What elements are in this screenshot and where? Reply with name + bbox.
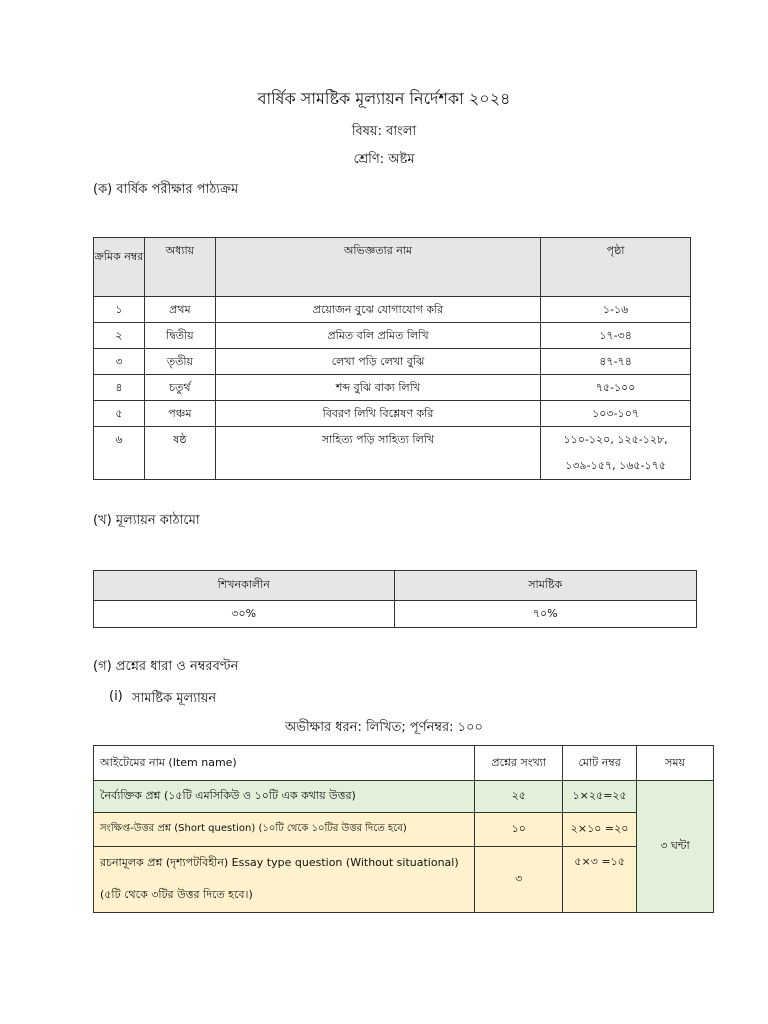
cell-page: ৭৫-১০০ xyxy=(541,375,691,401)
cell-experience: প্রয়োজন বুঝে যোগাযোগ করি xyxy=(215,297,540,323)
cell-count: ২৫ xyxy=(475,781,563,813)
cell-serial: ২ xyxy=(94,323,145,349)
sub-heading: সামষ্টিক মূল্যায়ন xyxy=(132,691,217,706)
table-row xyxy=(94,781,714,813)
col-item-name: আইটেমের নাম (Item name) xyxy=(94,746,475,781)
cell-experience: প্রমিত বলি প্রমিত লিখি xyxy=(215,323,540,349)
section-b-heading: (খ) মূল্যায়ন কাঠামো xyxy=(93,513,200,528)
col-page: পৃষ্ঠা xyxy=(541,238,691,297)
cell-experience: শব্দ বুঝি বাক্য লিখি xyxy=(215,375,540,401)
section-c-heading: (গ) প্রশ্নের ধারা ও নম্বরবণ্টন xyxy=(93,659,239,674)
cell-experience: লেখা পড়ি লেখা বুঝি xyxy=(215,349,540,375)
cell-page: ১০৩-১০৭ xyxy=(541,401,691,427)
table-row xyxy=(94,349,691,375)
cell-count: ৩ xyxy=(475,847,563,913)
sub-heading-marker: (i) xyxy=(109,689,123,704)
table-row xyxy=(94,847,714,913)
table-row xyxy=(94,813,714,847)
section-a-heading: (ক) বার্ষিক পরীক্ষার পাঠ্যক্রম xyxy=(93,182,239,197)
table-row xyxy=(94,601,697,628)
cell-page: ১১০-১২০, ১২৫-১২৮, ১৩৯-১৫৭, ১৬৫-১৭৫ xyxy=(541,427,691,480)
cell-time: ৩ ঘন্টা xyxy=(637,781,714,913)
cell-marks: ৫×৩ =১৫ xyxy=(563,847,637,913)
cell-serial: ৬ xyxy=(94,427,145,480)
col-question-count: প্রশ্নের সংখ্যা xyxy=(475,746,563,781)
page-title: বার্ষিক সামষ্টিক মূল্যায়ন নির্দেশকা ২০২৪ xyxy=(257,89,511,108)
table-row xyxy=(94,297,691,323)
cell-chapter: চতুর্থ xyxy=(144,375,215,401)
syllabus-table xyxy=(93,237,691,480)
table-row xyxy=(94,427,691,480)
table-row xyxy=(94,401,691,427)
col-formative: শিখনকালীন xyxy=(94,571,395,601)
exam-type-line: অভীক্ষার ধরন: লিখিত; পূর্ণনম্বর: ১০০ xyxy=(285,720,483,735)
col-summative: সামষ্টিক xyxy=(394,571,696,601)
cell-page: ১-১৬ xyxy=(541,297,691,323)
marks-distribution-table xyxy=(93,745,714,913)
cell-marks: ২×১০ =২০ xyxy=(563,813,637,847)
cell-chapter: দ্বিতীয় xyxy=(144,323,215,349)
assessment-framework-table xyxy=(93,570,697,628)
cell-page: ৪৭-৭৪ xyxy=(541,349,691,375)
table-row xyxy=(94,323,691,349)
cell-serial: ৫ xyxy=(94,401,145,427)
col-experience: অভিজ্ঞতার নাম xyxy=(215,238,540,297)
cell-chapter: ষষ্ঠ xyxy=(144,427,215,480)
col-serial: ক্রমিক নম্বর xyxy=(94,238,145,297)
cell-summative-value: ৭০% xyxy=(394,601,696,628)
subject-line: বিষয়: বাংলা xyxy=(351,124,417,139)
cell-chapter: প্রথম xyxy=(144,297,215,323)
class-line: শ্রেণি: অষ্টম xyxy=(353,152,415,167)
cell-serial: ১ xyxy=(94,297,145,323)
cell-item-name: নৈর্ব্যক্তিক প্রশ্ন (১৫টি এমসিকিউ ও ১০টি এক কথায় উত্তর) xyxy=(94,781,475,813)
cell-marks: ১×২৫=২৫ xyxy=(563,781,637,813)
cell-serial: ৪ xyxy=(94,375,145,401)
cell-item-name: রচনামূলক প্রশ্ন (দৃশ্যপটবিহীন) Essay type question (Without situational) (৫টি থেকে ৩টির উত্তর দিতে হবে।) xyxy=(94,847,475,913)
cell-count: ১০ xyxy=(475,813,563,847)
cell-formative-value: ৩০% xyxy=(94,601,395,628)
cell-experience: বিবরণ লিখি বিশ্লেষণ করি xyxy=(215,401,540,427)
col-time: সময় xyxy=(637,746,714,781)
cell-chapter: তৃতীয় xyxy=(144,349,215,375)
cell-page: ১৭-৩৪ xyxy=(541,323,691,349)
col-total-marks: মোট নম্বর xyxy=(563,746,637,781)
table-row xyxy=(94,375,691,401)
col-chapter: অধ্যায় xyxy=(144,238,215,297)
cell-serial: ৩ xyxy=(94,349,145,375)
cell-experience: সাহিত্য পড়ি সাহিত্য লিখি xyxy=(215,427,540,480)
cell-chapter: পঞ্চম xyxy=(144,401,215,427)
cell-item-name: সংক্ষিপ্ত-উত্তর প্রশ্ন (Short question) (১০টি থেকে ১০টির উত্তর দিতে হবে) xyxy=(94,813,475,847)
